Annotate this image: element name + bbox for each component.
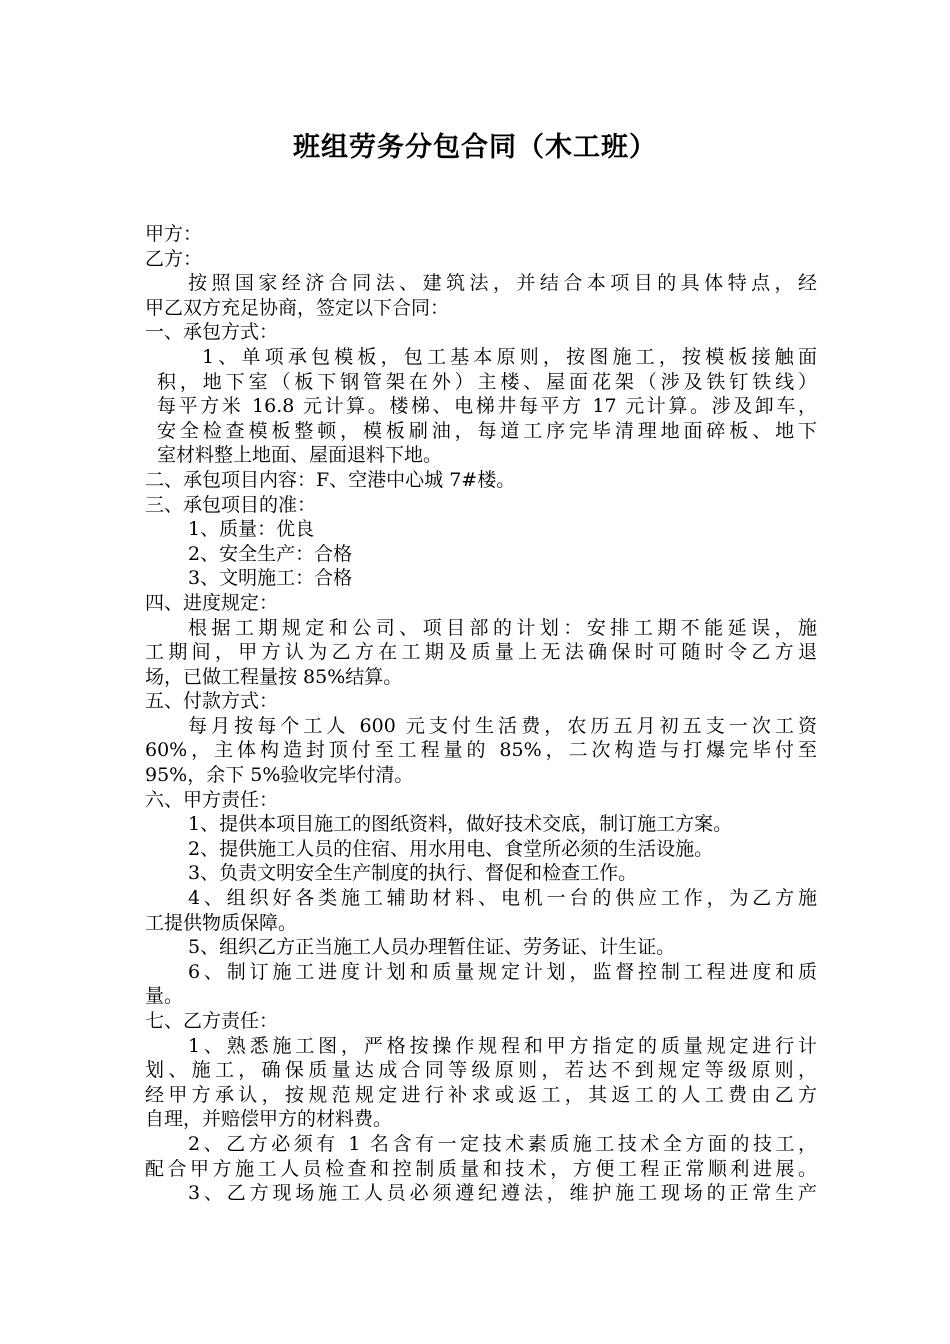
- text-line: 安全检查模板整顿，模板刷油，每道工序完毕清理地面碎板、地下: [157, 419, 817, 442]
- text-line: 6、制订施工进度计划和质量规定计划，监督控制工程进度和质: [188, 960, 817, 983]
- text-line: 经甲方承认，按规范规定进行补求或返工，其返工的人工费由乙方: [145, 1083, 817, 1106]
- text-line: 四、进度规定：: [145, 591, 279, 614]
- text-line: 5、组织乙方正当施工人员办理暂住证、劳务证、计生证。: [188, 936, 676, 959]
- text-line: 三、承包项目的准：: [145, 493, 317, 516]
- text-line: 根据工期规定和公司、项目部的计划：安排工期不能延误，施: [188, 616, 817, 639]
- text-line: 3、文明施工：合格: [188, 567, 353, 590]
- text-line: 3、乙方现场施工人员必须遵纪遵法，维护施工现场的正常生产: [188, 1182, 817, 1205]
- text-line: 60%，主体构造封顶付至工程量的 85%，二次构造与打爆完毕付至: [145, 739, 817, 762]
- text-line: 1、熟悉施工图，严格按操作规程和甲方指定的质量规定进行计: [188, 1034, 817, 1057]
- text-line: 乙方：: [145, 247, 203, 270]
- text-line: 二、承包项目内容：F、空港中心城 7#楼。: [145, 468, 516, 491]
- text-line: 积，地下室（板下钢管架在外）主楼、屋面花架（涉及铁钉铁线）: [157, 370, 817, 393]
- text-line: 五、付款方式：: [145, 690, 279, 713]
- text-line: 工提供物质保障。: [145, 911, 298, 934]
- text-line: 一、承包方式：: [145, 321, 279, 344]
- document-body: [145, 222, 817, 1206]
- text-line: 场，已做工程量按 85%结算。: [145, 665, 403, 688]
- text-line: 4、组织好各类施工辅助材料、电机一台的供应工作，为乙方施: [188, 887, 817, 910]
- text-line: 划、施工，确保质量达成合同等级原则，若达不到规定等级原则，: [145, 1059, 817, 1082]
- text-line: 工期间，甲方认为乙方在工期及质量上无法确保时可随时令乙方退: [145, 641, 817, 664]
- text-line: 每平方米 16.8 元计算。楼梯、电梯井每平方 17 元计算。涉及卸车，: [157, 395, 817, 418]
- document-title: 班组劳务分包合同（木工班）: [293, 132, 657, 163]
- text-line: 1、提供本项目施工的图纸资料，做好技术交底，制订施工方案。: [188, 813, 733, 836]
- text-line: 每月按每个工人 600 元支付生活费，农历五月初五支一次工资: [188, 714, 817, 737]
- text-line: 按照国家经济合同法、建筑法，并结合本项目的具体特点，经: [188, 272, 817, 295]
- text-line: 七、乙方责任：: [145, 1010, 279, 1032]
- text-line: 甲乙双方充足协商，签定以下合同：: [145, 296, 450, 319]
- text-line: 甲方：: [145, 223, 203, 245]
- text-line: 2、乙方必须有 1 名含有一定技术素质施工技术全方面的技工，: [188, 1132, 817, 1155]
- text-line: 2、安全生产：合格: [188, 542, 353, 565]
- text-line: 六、甲方责任：: [145, 788, 279, 811]
- text-line: 室材料整上地面、屋面退料下地。: [157, 444, 443, 467]
- text-line: 配合甲方施工人员检查和控制质量和技术，方便工程正常顺利进展。: [145, 1157, 817, 1180]
- text-line: 自理，并赔偿甲方的材料费。: [145, 1108, 393, 1131]
- text-line: 量。: [145, 985, 184, 1008]
- text-line: 1、质量：优良: [188, 518, 315, 541]
- text-line: 2、提供施工人员的住宿、用水用电、食堂所必须的生活设施。: [188, 837, 714, 860]
- text-line: 95%，余下 5%验收完毕付清。: [145, 764, 414, 787]
- text-line: 1、单项承包模板，包工基本原则，按图施工，按模板接触面: [202, 345, 817, 368]
- text-line: 3、负责文明安全生产制度的执行、督促和检查工作。: [188, 862, 638, 885]
